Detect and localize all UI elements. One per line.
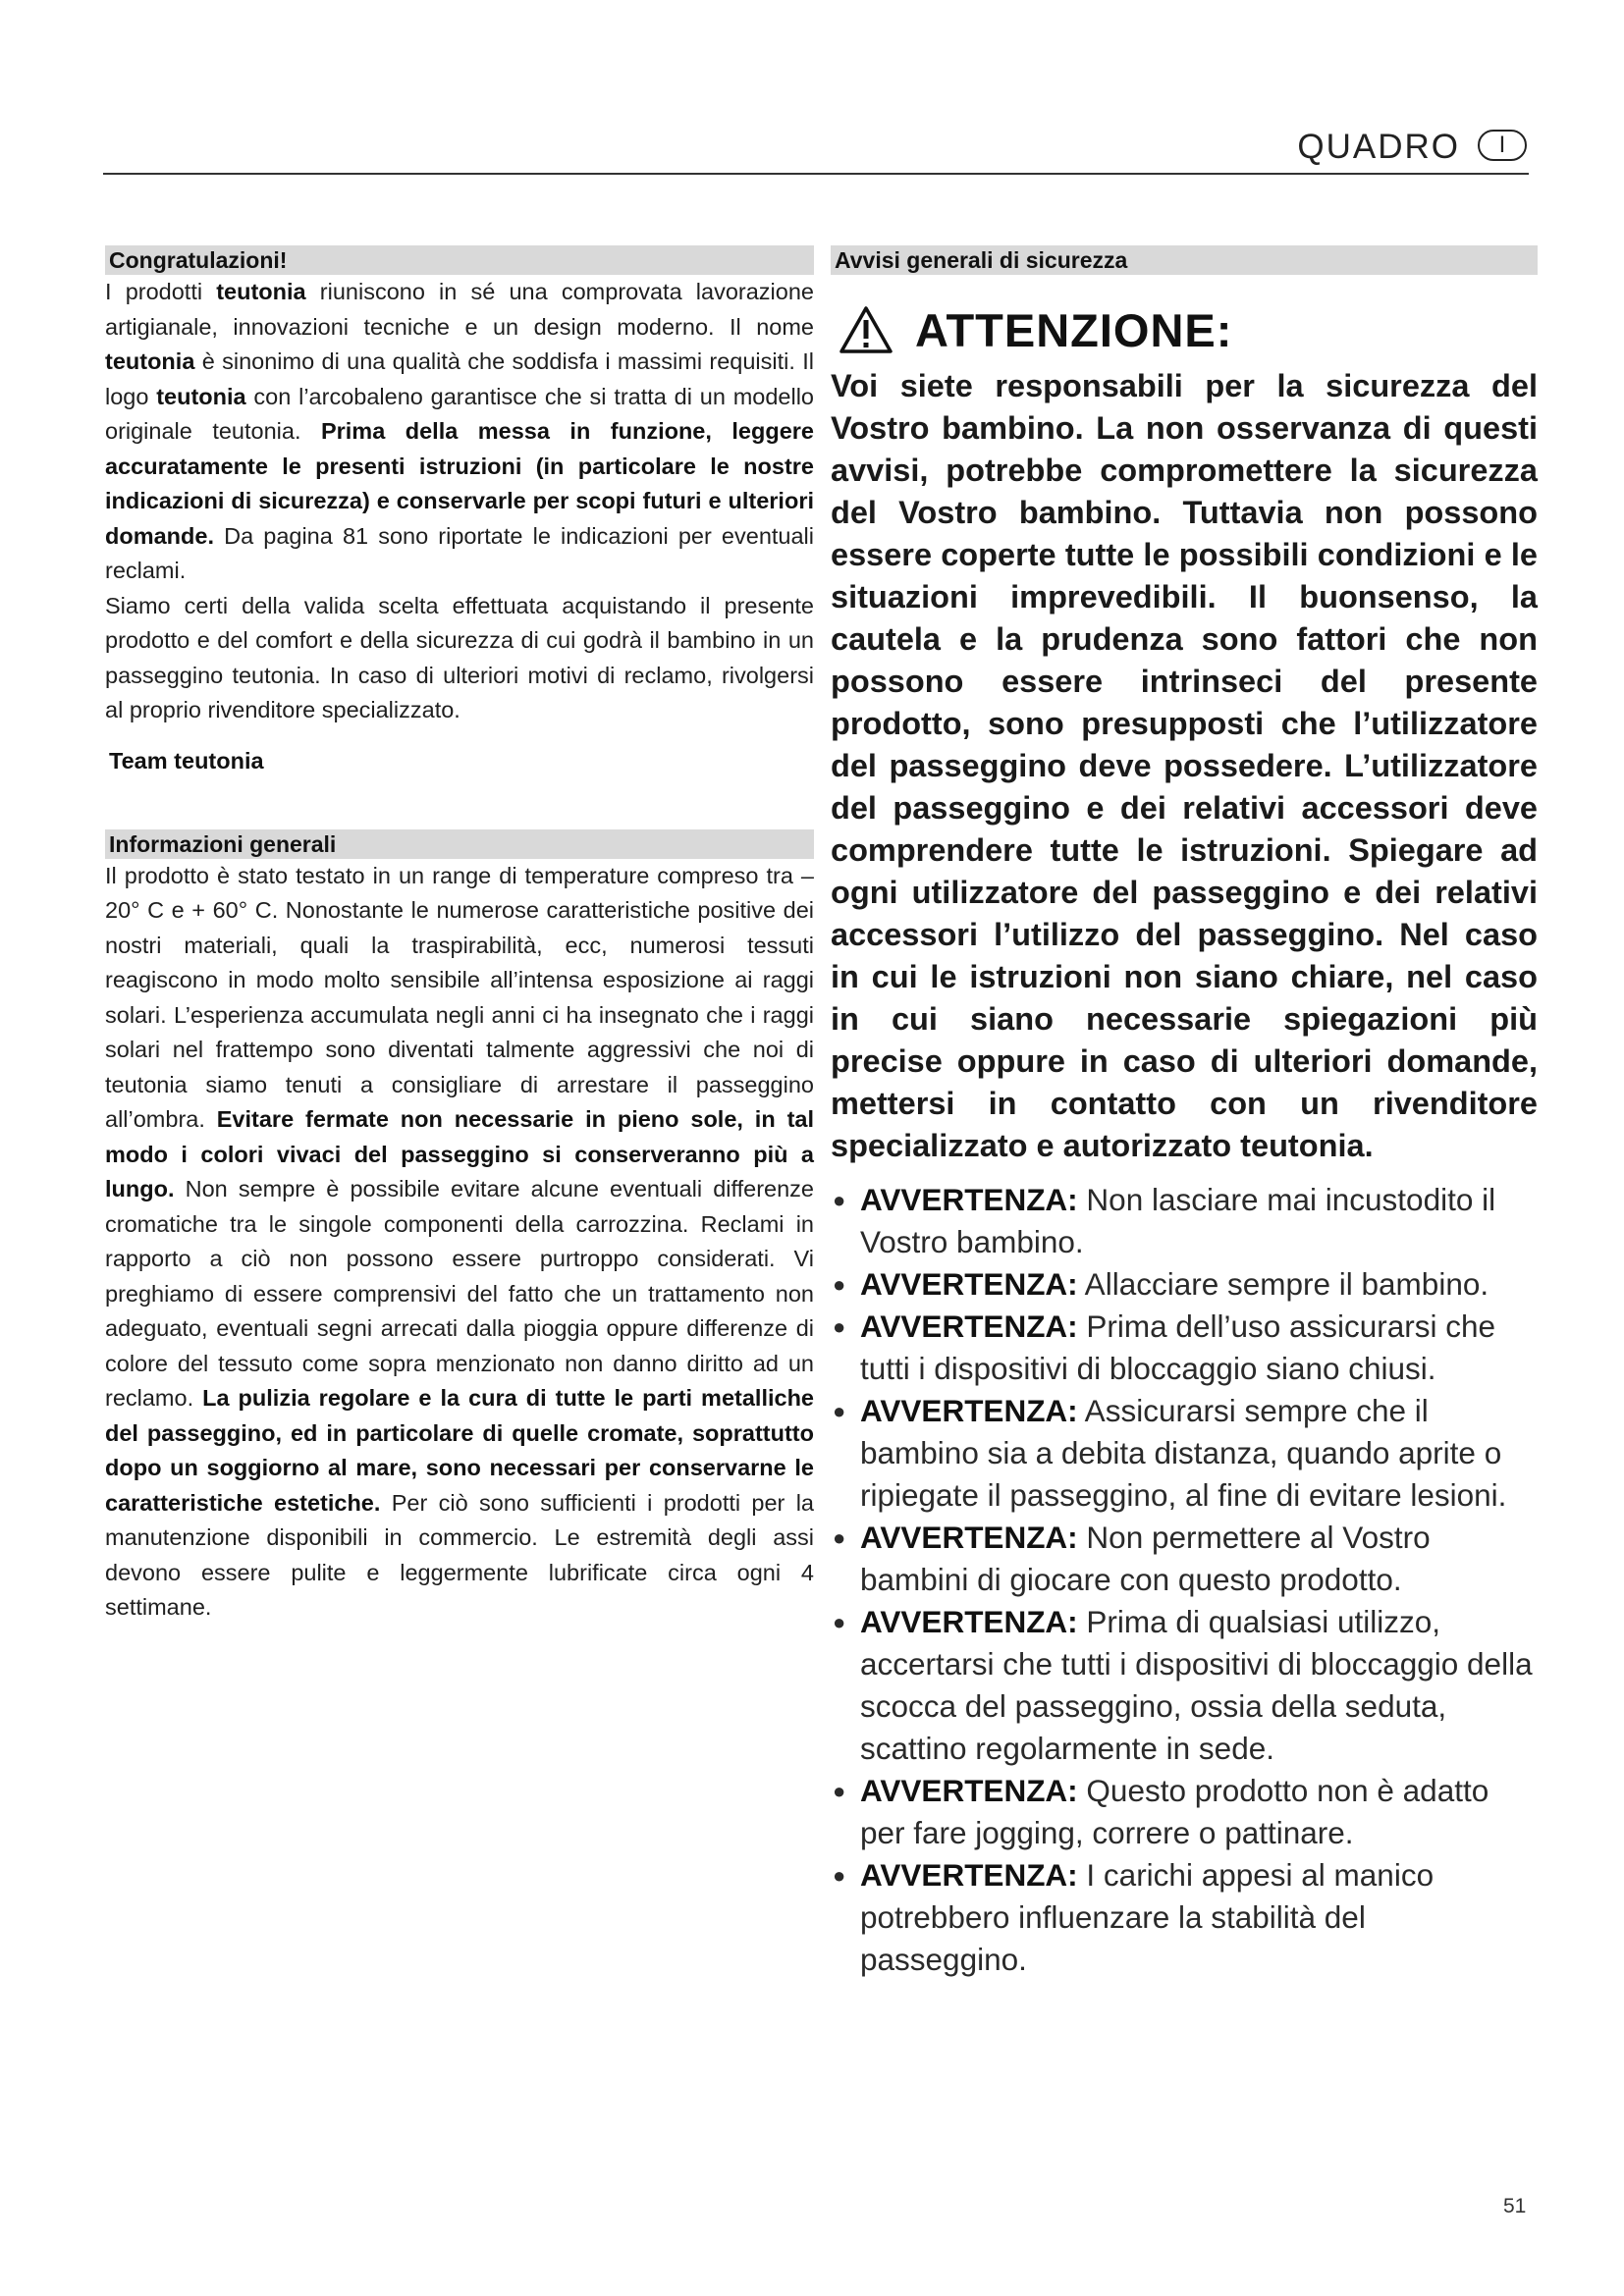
- warning-text: Prima dell’uso assicurarsi che tutti i dispositivi di bloccaggio siano chiusi.: [860, 1308, 1496, 1386]
- product-title: QUADRO: [1297, 128, 1460, 166]
- bullet-icon: ●: [833, 1610, 846, 1634]
- bullet-icon: ●: [833, 1314, 846, 1339]
- bullet-icon: ●: [833, 1399, 846, 1423]
- warning-text: Assicurarsi sempre che il bambino sia a debita distanza, quando aprite o ripiegate il passeggino, al fine di evitare lesioni.: [860, 1393, 1507, 1513]
- warning-item: [831, 1390, 1538, 1517]
- intro-run: Prima della messa in funzione, leggere accuratamente le presenti istruzioni (in particolare le nostre indicazioni di sicurezza) e conservarle per scopi futuri e ulteriori domande.: [105, 418, 814, 549]
- intro-run: teutonia: [216, 279, 306, 304]
- bullet-icon: ●: [833, 1188, 846, 1212]
- intro-run: Da pagina 81 sono riportate le indicazioni per eventuali reclami.: [105, 522, 814, 583]
- warning-label: AVVERTENZA:: [860, 1308, 1078, 1344]
- section-title-general-info: Informazioni generali: [105, 829, 814, 859]
- page-header: [103, 124, 1529, 175]
- general-info-run: Evitare fermate non necessarie in pieno sole, in tal modo i colori vivaci del passeggino si conserveranno più a lungo.: [105, 1106, 814, 1201]
- warning-label: AVVERTENZA:: [860, 1393, 1078, 1428]
- general-info-run: Il prodotto è stato testato in un range di temperature compreso tra – 20° C e + 60° C. Nonostante le numerose caratteristiche positive dei nostri materiali, quali la traspirabilità, ecc, numerosi tessuti reagiscono in modo molto sensibile all’intensa esposizione ai raggi solari. L’esperienza accumulata negli anni ci ha insegnato che i raggi solari nel frattempo sono diventati talmente aggressivi che noi di teutonia siamo tenuti a consigliare di arrestare il passeggino all’ombra.: [105, 862, 814, 1132]
- bullet-icon: ●: [833, 1863, 846, 1888]
- intro-run: con l’arcobaleno garantisce che si tratta di un modello originale teutonia.: [105, 383, 814, 444]
- warning-item: [831, 1854, 1538, 1981]
- section-title-safety: Avvisi generali di sicurezza: [831, 245, 1538, 275]
- intro-run: I prodotti: [105, 279, 217, 304]
- intro-run: teutonia: [156, 383, 246, 409]
- language-badge: I: [1478, 130, 1527, 161]
- warning-item: [831, 1517, 1538, 1601]
- warning-triangle-icon: [839, 305, 893, 354]
- warning-heading: [839, 300, 1538, 359]
- intro-run: teutonia: [105, 348, 195, 374]
- general-info-run: La pulizia regolare e la cura di tutte le parti metalliche del passeggino, ed in particolare di quelle cromate, soprattutto dopo un soggiorno al mare, sono necessari per conservarne le caratteristiche estetiche.: [105, 1385, 814, 1516]
- warning-label: AVVERTENZA:: [860, 1604, 1078, 1639]
- left-column: [105, 245, 814, 1626]
- warning-text: Questo prodotto non è adatto per fare jogging, correre o pattinare.: [860, 1773, 1489, 1850]
- general-info-paragraph: [105, 859, 814, 1626]
- warning-label: AVVERTENZA:: [860, 1773, 1078, 1808]
- warning-label: AVVERTENZA:: [860, 1857, 1078, 1893]
- intro-paragraph: [105, 275, 814, 589]
- bullet-icon: ●: [833, 1525, 846, 1550]
- warning-text: Prima di qualsiasi utilizzo, accertarsi che tutti i dispositivi di bloccaggio della scocca del passeggino, ossia della seduta, scattino regolarmente in sede.: [860, 1604, 1533, 1766]
- intro-run: riuniscono in sé una comprovata lavorazione artigianale, innovazioni tecniche e un design moderno. Il nome: [105, 279, 814, 340]
- warning-list: [831, 1179, 1538, 1981]
- signature: Team teutonia: [109, 747, 264, 774]
- bullet-icon: ●: [833, 1779, 846, 1803]
- section-title-congratulations: Congratulazioni!: [105, 245, 814, 275]
- warning-title: ATTENZIONE:: [915, 303, 1233, 356]
- satisfaction-paragraph: Siamo certi della valida scelta effettuata acquistando il presente prodotto e del comfort e della sicurezza di cui godrà il bambino in un passeggino teutonia. In caso di ulteriori motivi di reclamo, rivolgersi al proprio rivenditore specializzato.: [105, 592, 814, 722]
- right-column: [831, 245, 1538, 1981]
- warning-item: [831, 1306, 1538, 1390]
- bullet-icon: ●: [833, 1272, 846, 1297]
- warning-text: Allacciare sempre il bambino.: [1077, 1266, 1489, 1302]
- warning-paragraph: Voi siete responsabili per la sicurezza del Vostro bambino. La non osservanza di questi avvisi, potrebbe compromettere la sicurezza del Vostro bambino. Tuttavia non possono essere coperte tutte le possibili condizioni e le situazioni imprevedibili. Il buonsenso, la cautela e la prudenza sono fattori che non possono essere intrinseci del presente prodotto, sono presupposti che l’utilizzatore del passeggino deve possedere. L’utilizzatore del passeggino e dei relativi accessori deve comprendere tutte le istruzioni. Spiegare ad ogni utilizzatore del passeggino e dei relativi accessori l’utilizzo del passeggino. Nel caso in cui le istruzioni non siano chiare, nel caso in cui siano necessarie spiegazioni più precise oppure in caso di ulteriori domande, mettersi in contatto con un rivenditore specializzato e autorizzato teutonia.: [831, 368, 1538, 1163]
- warning-item: [831, 1601, 1538, 1770]
- warning-text: I carichi appesi al manico potrebbero influenzare la stabilità del passeggino.: [860, 1857, 1435, 1977]
- warning-text: Non permettere al Vostro bambini di giocare con questo prodotto.: [860, 1520, 1431, 1597]
- warning-label: AVVERTENZA:: [860, 1266, 1078, 1302]
- general-info-run: Non sempre è possibile evitare alcune eventuali differenze cromatiche tra le singole componenti della carrozzina. Reclami in rapporto a ciò non possono essere purtroppo considerati. Vi preghiamo di essere comprensivi del fatto che un trattamento non adeguato, eventuali segni arrecati dalla pioggia oppure differenze di colore del tessuto come sopra menzionato non danno diritto ad un reclamo.: [105, 1176, 814, 1411]
- warning-label: AVVERTENZA:: [860, 1182, 1078, 1217]
- warning-label: AVVERTENZA:: [860, 1520, 1078, 1555]
- general-info-run: Per ciò sono sufficienti i prodotti per la manutenzione disponibili in commercio. Le estremità degli assi devono essere pulite e leggermente lubrificate circa ogni 4 settimane.: [105, 1489, 815, 1620]
- warning-item: [831, 1179, 1538, 1263]
- warning-text: Non lasciare mai incustodito il Vostro bambino.: [860, 1182, 1496, 1259]
- page-number: 51: [1503, 2195, 1527, 2217]
- warning-item: [831, 1770, 1538, 1854]
- intro-run: è sinonimo di una qualità che soddisfa i massimi requisiti. Il logo: [105, 348, 814, 409]
- warning-item: [831, 1263, 1538, 1306]
